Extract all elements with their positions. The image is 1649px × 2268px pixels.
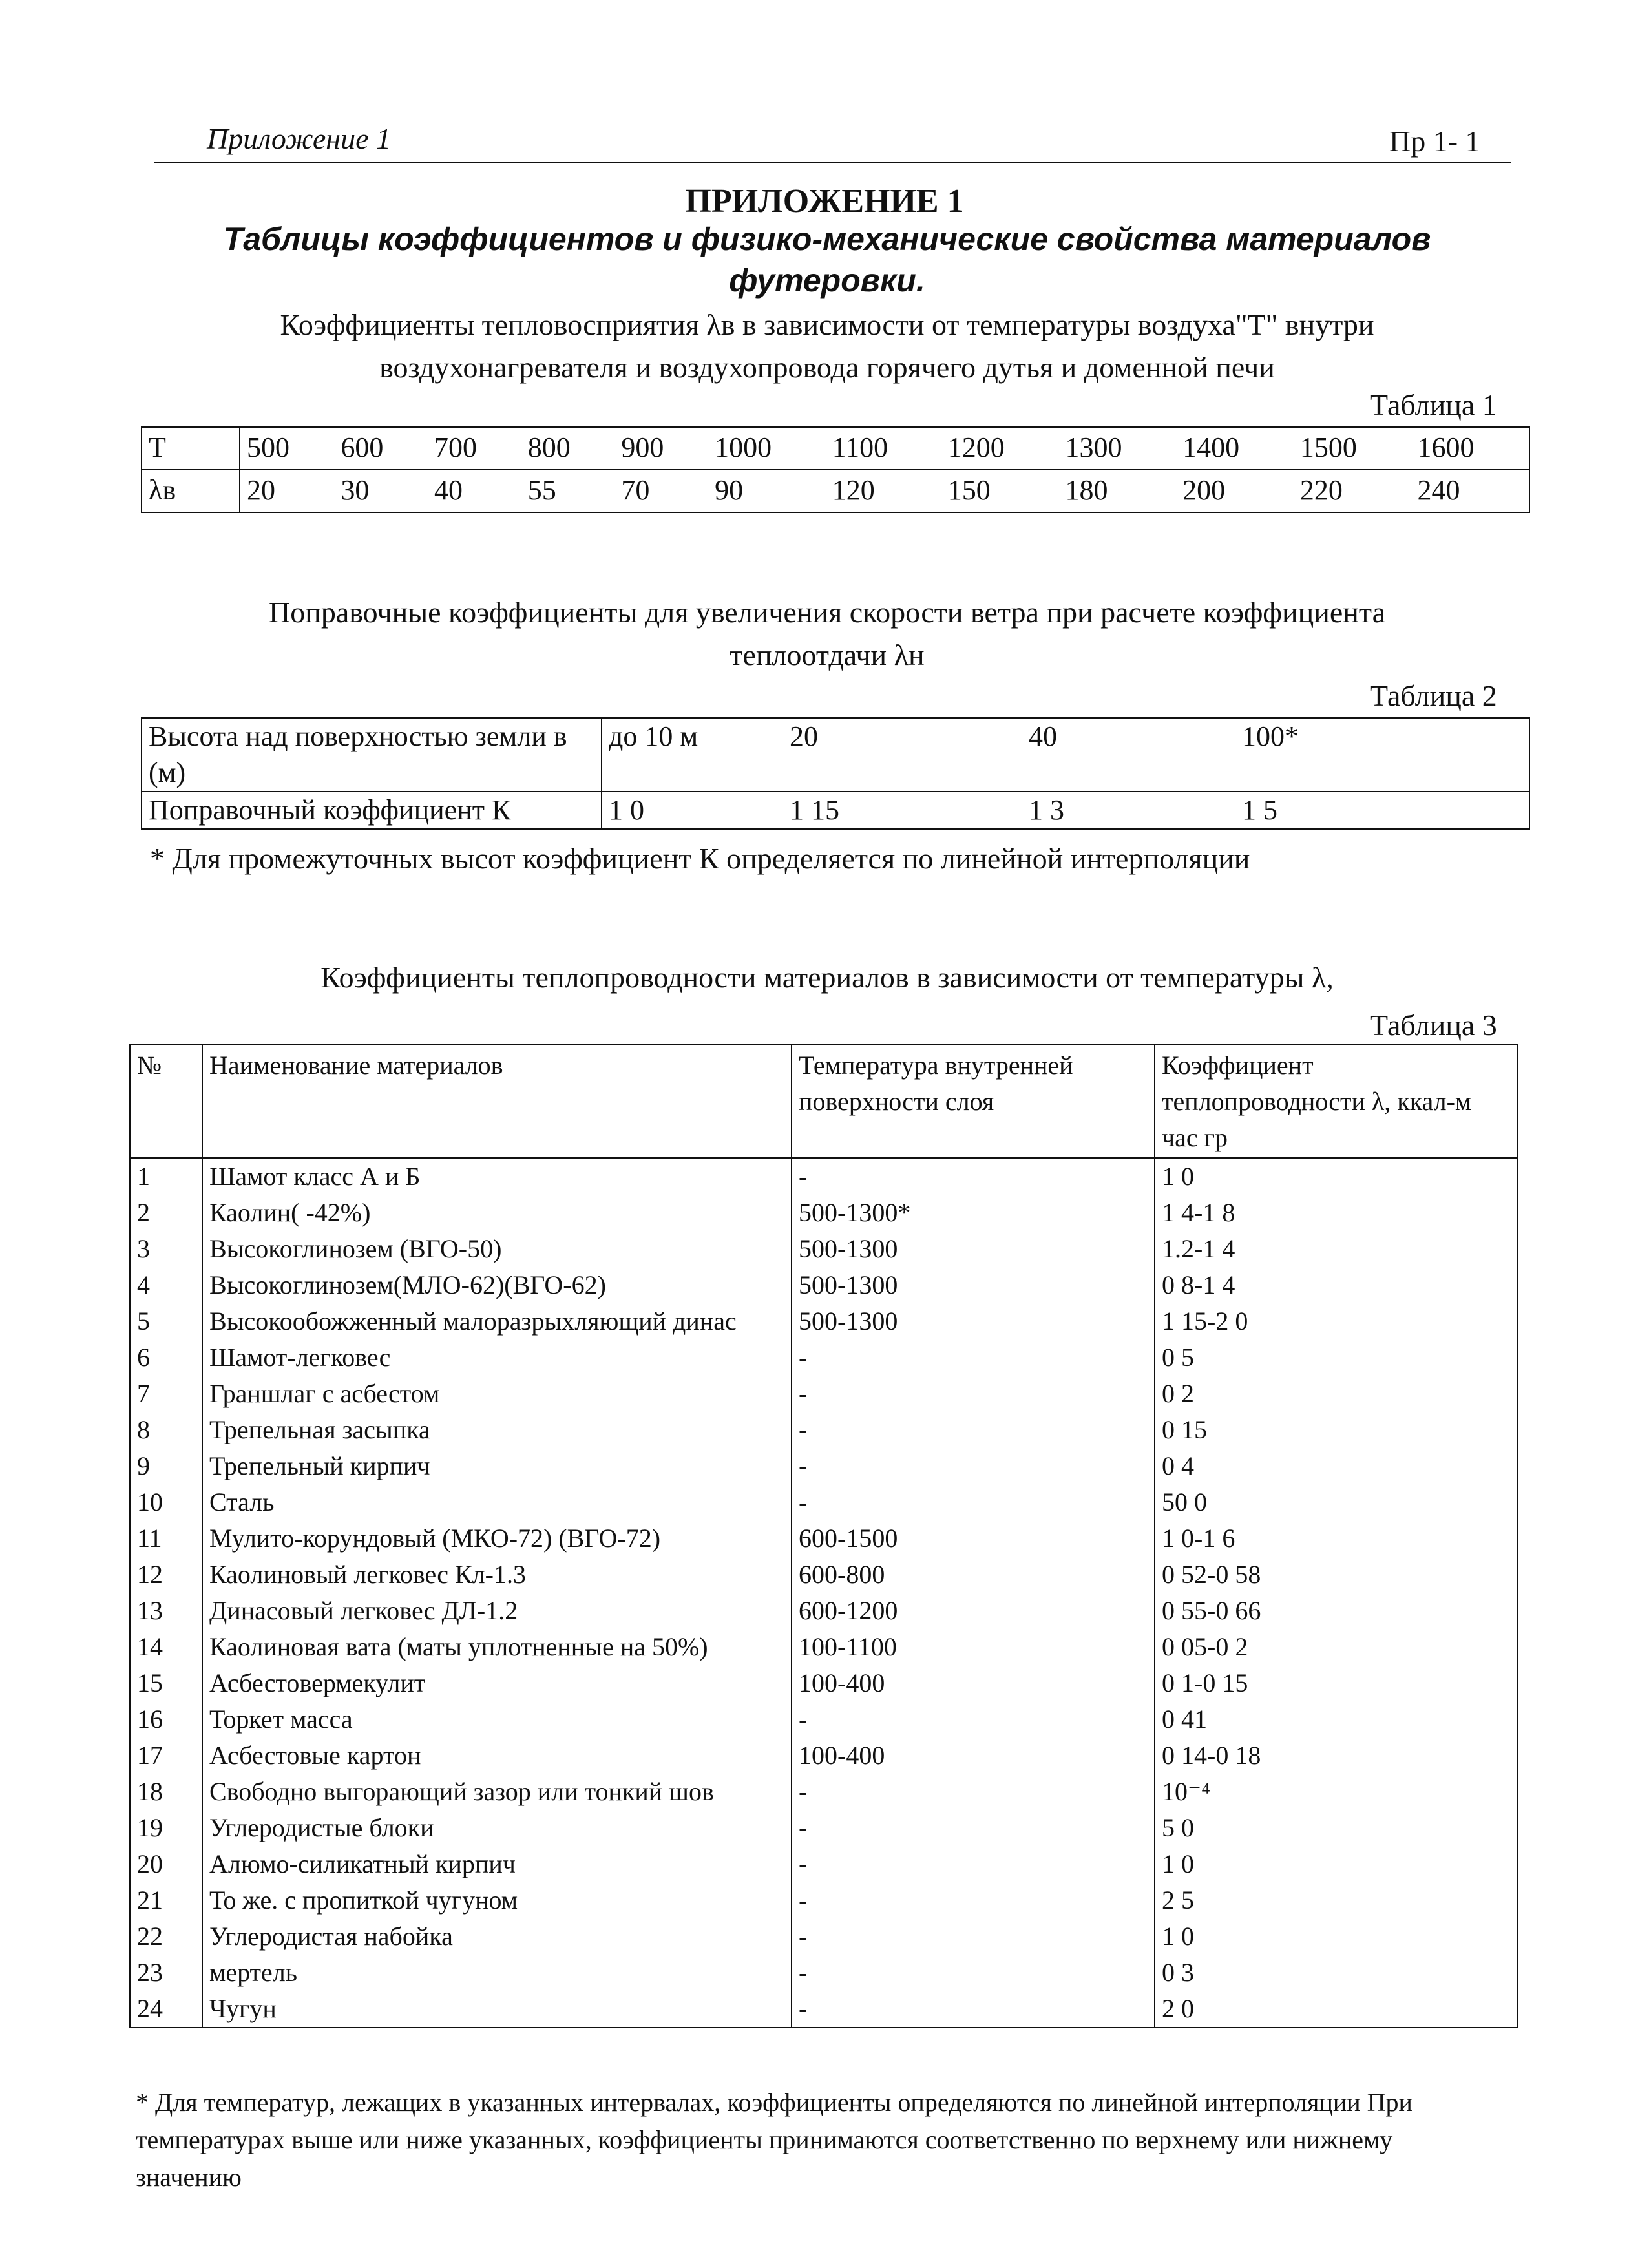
table1-row-coefficient <box>142 470 1529 512</box>
material-temp: - <box>792 1955 1155 1991</box>
material-coef: 0 05-0 2 <box>1155 1629 1518 1665</box>
material-name: Торкет масса <box>202 1701 792 1738</box>
table1-coef: 55 <box>521 470 615 512</box>
table3-footnote: * Для температур, лежащих в указанных интервалах, коэффициенты определяются по линейной интерполяции При температурах выше или ниже указанных, коэффициенты принимаются соответственно по верхнему или нижнему значению <box>136 2088 1413 2192</box>
material-coef: 0 14-0 18 <box>1155 1738 1518 1774</box>
table2-factor: 1 5 <box>1235 792 1529 829</box>
material-temp: 600-1500 <box>792 1520 1155 1557</box>
row-num: 18 <box>130 1774 202 1810</box>
table1-coef: 240 <box>1411 470 1529 512</box>
material-temp: 500-1300 <box>792 1231 1155 1267</box>
table2-footnote: * Для промежуточных высот коэффициент К определяется по линейной интерполяции <box>150 842 1250 875</box>
material-temp: - <box>792 1774 1155 1810</box>
table-row <box>130 1918 1518 1955</box>
material-coef: 50 0 <box>1155 1484 1518 1520</box>
page-subtitle: Таблицы коэффициентов и физико-механические свойства материалов футеровки. <box>223 221 1431 299</box>
material-name: Каолиновая вата (маты уплотненные на 50%) <box>202 1629 792 1665</box>
material-name: То же. с пропиткой чугуном <box>202 1882 792 1918</box>
row-num: 7 <box>130 1376 202 1412</box>
material-name: Трепельная засыпка <box>202 1412 792 1448</box>
row-num: 16 <box>130 1701 202 1738</box>
table2-row-factor <box>142 792 1529 829</box>
row-num: 8 <box>130 1412 202 1448</box>
table2-factor: 1 0 <box>602 792 783 829</box>
table-3 <box>129 1044 1518 2028</box>
header-left: Приложение 1 <box>207 122 392 155</box>
header-page-number: Пр 1- 1 <box>1389 125 1480 158</box>
section3-text: Коэффициенты теплопроводности материалов в зависимости от температуры λ, <box>320 961 1334 994</box>
table-row <box>130 1991 1518 2028</box>
table2-height: 20 <box>783 718 1022 792</box>
table2-row-label: Поправочный коэффициент К <box>142 792 602 829</box>
material-name: Углеродистая набойка <box>202 1918 792 1955</box>
table1-coef: 200 <box>1176 470 1294 512</box>
row-num: 17 <box>130 1738 202 1774</box>
table-row <box>130 1520 1518 1557</box>
row-num: 11 <box>130 1520 202 1557</box>
table1-coef: 150 <box>941 470 1059 512</box>
row-num: 4 <box>130 1267 202 1303</box>
material-name: Алюмо-силикатный кирпич <box>202 1846 792 1882</box>
material-coef: 2 0 <box>1155 1991 1518 2028</box>
material-temp: 100-1100 <box>792 1629 1155 1665</box>
material-name: Свободно выгорающий зазор или тонкий шов <box>202 1774 792 1810</box>
material-name: Трепельный кирпич <box>202 1448 792 1484</box>
material-coef: 0 2 <box>1155 1376 1518 1412</box>
table1-coef: 70 <box>614 470 708 512</box>
material-name: Мулито-корундовый (МКО-72) (ВГО-72) <box>202 1520 792 1557</box>
table-row <box>130 1412 1518 1448</box>
table-row <box>130 1955 1518 1991</box>
table-row <box>130 1738 1518 1774</box>
row-num: 21 <box>130 1882 202 1918</box>
material-name: Граншлаг с асбестом <box>202 1376 792 1412</box>
table-row <box>130 1665 1518 1701</box>
material-temp: - <box>792 1918 1155 1955</box>
material-name: Динасовый легковес ДЛ-1.2 <box>202 1593 792 1629</box>
table2-height: до 10 м <box>602 718 783 792</box>
material-name: мертель <box>202 1955 792 1991</box>
table-row <box>130 1339 1518 1376</box>
material-coef: 0 8-1 4 <box>1155 1267 1518 1303</box>
material-coef: 10⁻⁴ <box>1155 1774 1518 1810</box>
material-name: Шамот класс А и Б <box>202 1158 792 1195</box>
row-num: 19 <box>130 1810 202 1846</box>
row-num: 3 <box>130 1231 202 1267</box>
material-coef: 5 0 <box>1155 1810 1518 1846</box>
table2-row-height <box>142 718 1529 792</box>
row-num: 9 <box>130 1448 202 1484</box>
section2-text: Поправочные коэффициенты для увеличения скорости ветра при расчете коэффициента теплоотдачи λн <box>269 596 1385 671</box>
table-row <box>130 1376 1518 1412</box>
material-name: Высокообожженный малоразрыхляющий динас <box>202 1303 792 1339</box>
material-temp: - <box>792 1412 1155 1448</box>
table3-header-temp: Температура внутренней поверхности слоя <box>792 1044 1155 1158</box>
table1-temp: 1200 <box>941 427 1059 470</box>
table1-coef: 30 <box>334 470 428 512</box>
material-coef: 0 41 <box>1155 1701 1518 1738</box>
material-temp: - <box>792 1701 1155 1738</box>
material-coef: 0 3 <box>1155 1955 1518 1991</box>
row-num: 1 <box>130 1158 202 1195</box>
table-row <box>130 1701 1518 1738</box>
row-num: 23 <box>130 1955 202 1991</box>
table-row <box>130 1303 1518 1339</box>
table1-temp: 1300 <box>1058 427 1176 470</box>
table-row <box>130 1448 1518 1484</box>
material-coef: 0 1-0 15 <box>1155 1665 1518 1701</box>
material-temp: 500-1300 <box>792 1267 1155 1303</box>
table-row <box>130 1810 1518 1846</box>
row-num: 22 <box>130 1918 202 1955</box>
table1-row-temperature <box>142 427 1529 470</box>
row-num: 24 <box>130 1991 202 2028</box>
material-temp: 500-1300 <box>792 1303 1155 1339</box>
material-name: Чугун <box>202 1991 792 2028</box>
table1-temp: 1400 <box>1176 427 1294 470</box>
table-row <box>130 1629 1518 1665</box>
material-temp: - <box>792 1158 1155 1195</box>
material-temp: - <box>792 1846 1155 1882</box>
table1-temp: 700 <box>428 427 521 470</box>
material-coef: 1 0-1 6 <box>1155 1520 1518 1557</box>
material-temp: 100-400 <box>792 1738 1155 1774</box>
section1-text: Коэффициенты тепловосприятия λв в зависимости от температуры воздуха"T" внутри воздухонагревателя и воздухопровода горячего дутья и доменной печи <box>280 308 1374 384</box>
material-coef: 2 5 <box>1155 1882 1518 1918</box>
table2-label: Таблица 2 <box>1370 679 1497 712</box>
table-row <box>130 1846 1518 1882</box>
table1-row-label: λв <box>142 470 240 512</box>
table-row <box>130 1158 1518 1195</box>
table-2 <box>141 717 1530 830</box>
table-1 <box>141 426 1530 513</box>
row-num: 2 <box>130 1195 202 1231</box>
row-num: 13 <box>130 1593 202 1629</box>
table1-coef: 220 <box>1294 470 1411 512</box>
table1-temp: 500 <box>240 427 334 470</box>
material-temp: 600-1200 <box>792 1593 1155 1629</box>
material-name: Асбестовермекулит <box>202 1665 792 1701</box>
table1-row-label: T <box>142 427 240 470</box>
material-name: Высокоглинозем (ВГО-50) <box>202 1231 792 1267</box>
material-name: Сталь <box>202 1484 792 1520</box>
row-num: 5 <box>130 1303 202 1339</box>
table-row <box>130 1882 1518 1918</box>
material-name: Каолин( -42%) <box>202 1195 792 1231</box>
table1-coef: 120 <box>826 470 941 512</box>
material-coef: 1 4-1 8 <box>1155 1195 1518 1231</box>
table2-factor: 1 15 <box>783 792 1022 829</box>
material-coef: 1 0 <box>1155 1158 1518 1195</box>
material-name: Шамот-легковес <box>202 1339 792 1376</box>
table-row <box>130 1267 1518 1303</box>
material-temp: - <box>792 1882 1155 1918</box>
table1-coef: 90 <box>708 470 826 512</box>
material-temp: 600-800 <box>792 1557 1155 1593</box>
material-coef: 0 5 <box>1155 1339 1518 1376</box>
row-num: 6 <box>130 1339 202 1376</box>
material-temp: - <box>792 1991 1155 2028</box>
material-coef: 0 52-0 58 <box>1155 1557 1518 1593</box>
row-num: 12 <box>130 1557 202 1593</box>
table-row <box>130 1557 1518 1593</box>
material-temp: 500-1300* <box>792 1195 1155 1231</box>
row-num: 20 <box>130 1846 202 1882</box>
material-coef: 0 55-0 66 <box>1155 1593 1518 1629</box>
table2-row-label: Высота над поверхностью земли в (м) <box>142 718 602 792</box>
material-name: Каолиновый легковес Кл-1.3 <box>202 1557 792 1593</box>
material-coef: 1.2-1 4 <box>1155 1231 1518 1267</box>
table-row <box>130 1774 1518 1810</box>
table1-temp: 1000 <box>708 427 826 470</box>
table3-label: Таблица 3 <box>1370 1009 1497 1042</box>
table3-header-coef: Коэффициент теплопроводности λ, ккал-м час гр <box>1155 1044 1518 1158</box>
material-coef: 0 4 <box>1155 1448 1518 1484</box>
material-coef: 1 0 <box>1155 1918 1518 1955</box>
table2-factor: 1 3 <box>1022 792 1235 829</box>
material-temp: 100-400 <box>792 1665 1155 1701</box>
material-temp: - <box>792 1339 1155 1376</box>
material-temp: - <box>792 1810 1155 1846</box>
table1-label: Таблица 1 <box>1370 388 1497 421</box>
material-name: Асбестовые картон <box>202 1738 792 1774</box>
table1-temp: 1100 <box>826 427 941 470</box>
material-coef: 1 0 <box>1155 1846 1518 1882</box>
material-name: Углеродистые блоки <box>202 1810 792 1846</box>
table3-header-name: Наименование материалов <box>202 1044 792 1158</box>
material-coef: 0 15 <box>1155 1412 1518 1448</box>
table-row <box>130 1484 1518 1520</box>
table1-temp: 900 <box>614 427 708 470</box>
table-row <box>130 1195 1518 1231</box>
table1-coef: 180 <box>1058 470 1176 512</box>
table2-height: 40 <box>1022 718 1235 792</box>
table1-temp: 600 <box>334 427 428 470</box>
material-coef: 1 15-2 0 <box>1155 1303 1518 1339</box>
material-temp: - <box>792 1376 1155 1412</box>
table3-header-row <box>130 1044 1518 1158</box>
table1-coef: 40 <box>428 470 521 512</box>
table2-height: 100* <box>1235 718 1529 792</box>
header-rule <box>154 162 1511 163</box>
page-title: ПРИЛОЖЕНИЕ 1 <box>685 183 964 220</box>
table-row <box>130 1593 1518 1629</box>
table1-temp: 800 <box>521 427 615 470</box>
row-num: 15 <box>130 1665 202 1701</box>
table3-header-num: № <box>130 1044 202 1158</box>
material-name: Высокоглинозем(МЛО-62)(ВГО-62) <box>202 1267 792 1303</box>
table1-temp: 1500 <box>1294 427 1411 470</box>
table-row <box>130 1231 1518 1267</box>
row-num: 10 <box>130 1484 202 1520</box>
material-temp: - <box>792 1448 1155 1484</box>
row-num: 14 <box>130 1629 202 1665</box>
material-temp: - <box>792 1484 1155 1520</box>
table1-coef: 20 <box>240 470 334 512</box>
table1-temp: 1600 <box>1411 427 1529 470</box>
